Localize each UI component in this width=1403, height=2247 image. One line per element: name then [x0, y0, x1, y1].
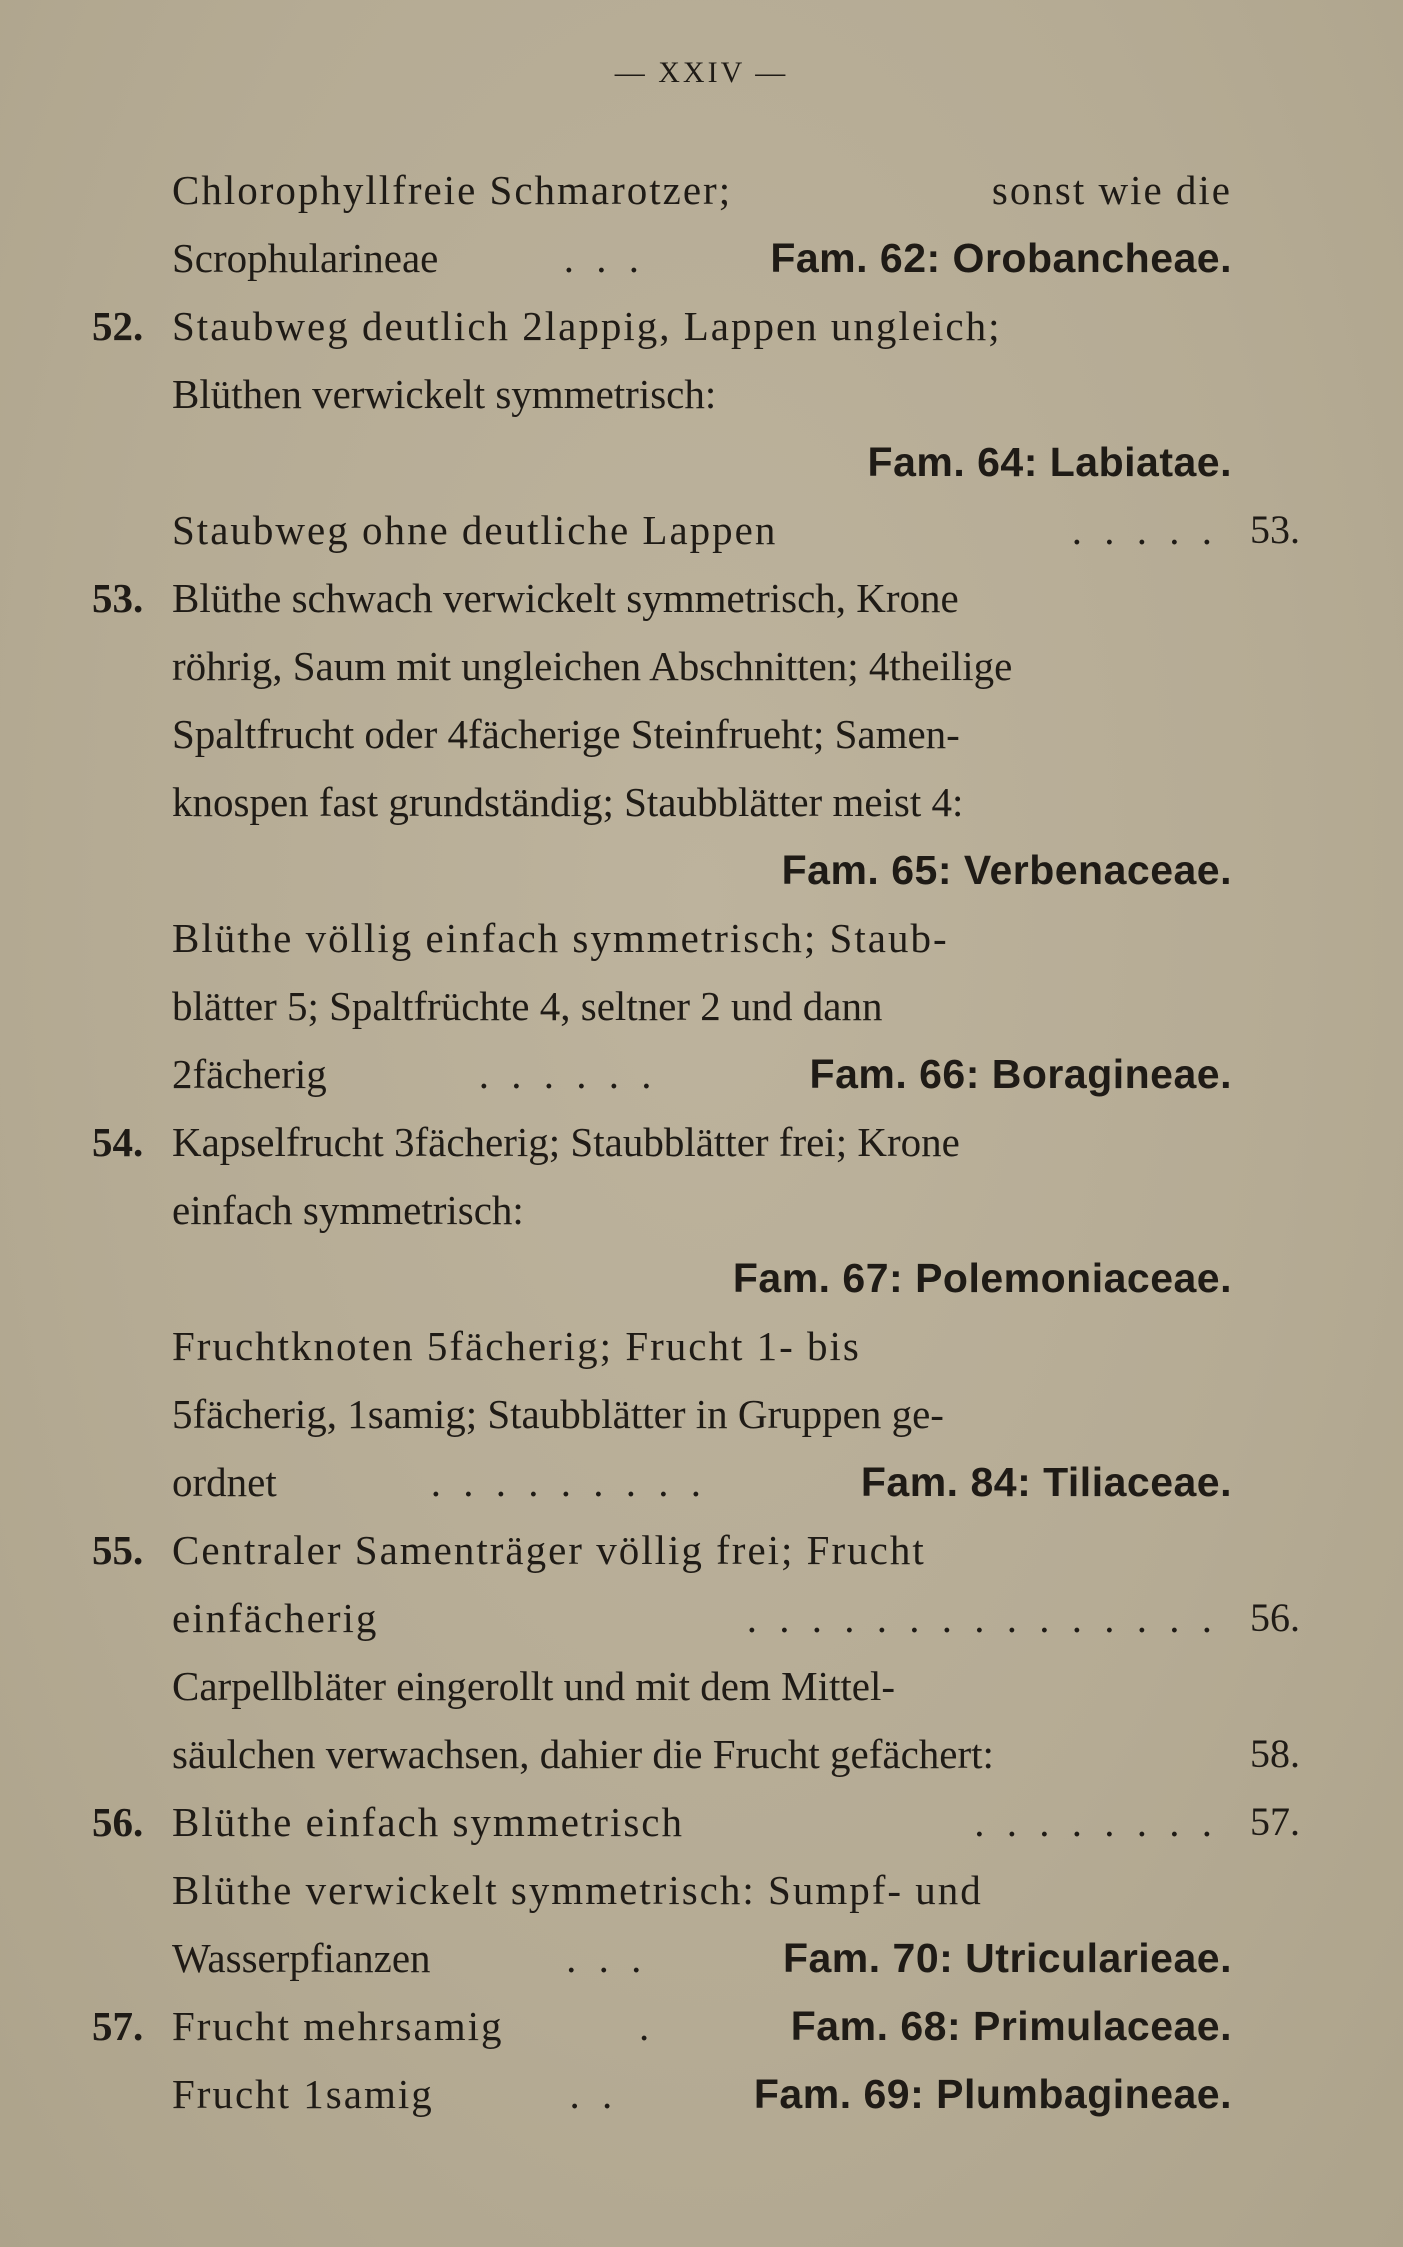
text-line: Fruchtknoten 5fächerig; Frucht 1- bis: [172, 1323, 861, 1369]
text-line: Blüthe völlig einfach symmetrisch; Staub-: [172, 915, 949, 961]
text-span: Frucht 1samig: [172, 2071, 434, 2117]
text-line: [172, 160, 1232, 220]
text-line: Blüthe schwach verwickelt symmetrisch, Krone: [172, 575, 959, 621]
leader-dots: .: [639, 2003, 656, 2049]
text-span: Staubweg ohne deutliche Lappen: [172, 507, 778, 553]
text-span: sonst wie die: [991, 167, 1232, 213]
family-label: Fam. 65: Verbenaceae.: [781, 847, 1232, 893]
text-line: knospen fast grundständig; Staubblätter meist 4:: [172, 779, 964, 825]
entry-number: 53.: [92, 575, 144, 621]
family-label: Fam. 70: Utricularieae.: [782, 1935, 1232, 1981]
text-span: Wasserpfianzen: [172, 1935, 431, 1981]
text-line: einfach symmetrisch:: [172, 1187, 524, 1233]
family-label: Fam. 68: Primulaceae.: [790, 2003, 1232, 2049]
family-line: [172, 1248, 1232, 1308]
text-line: blätter 5; Spaltfrüchte 4, seltner 2 und dann: [172, 983, 883, 1029]
text-line: 5fächerig, 1samig; Staubblätter in Gruppen ge-: [172, 1391, 944, 1437]
reference-number: 57.: [1250, 1799, 1300, 1844]
family-label: Fam. 62: Orobancheae.: [770, 235, 1232, 281]
text-line: [172, 228, 1232, 288]
leader-dots: . . . . . . . .: [974, 1799, 1218, 1845]
reference-number: 56.: [1250, 1595, 1300, 1640]
family-label: Fam. 84: Tiliaceae.: [860, 1459, 1232, 1505]
leader-dots: . . . . . .: [478, 1051, 658, 1097]
leader-dots: . . . . . . . . . . . . . . .: [746, 1595, 1218, 1641]
family-label: Fam. 64: Labiatae.: [867, 439, 1232, 485]
page-header: — XXIV —: [614, 56, 789, 89]
entry-number: 56.: [92, 1799, 144, 1845]
text-span: einfächerig: [172, 1595, 379, 1641]
family-line: [172, 432, 1232, 492]
text-line: [172, 1588, 1232, 1648]
text-line: [172, 1452, 1232, 1512]
text-line: Blüthe verwickelt symmetrisch: Sumpf- und: [172, 1867, 983, 1913]
text-span: Blüthe einfach symmetrisch: [172, 1799, 684, 1845]
text-line: säulchen verwachsen, dahier die Frucht gefächert:: [172, 1731, 994, 1777]
family-label: Fam. 69: Plumbagineae.: [753, 2071, 1232, 2117]
entry-number: 52.: [92, 303, 144, 349]
reference-number: 53.: [1250, 507, 1300, 552]
text-line: [172, 1792, 1232, 1852]
text-span: Scrophularineae: [172, 235, 439, 281]
text-line: [172, 1996, 1232, 2056]
text-span: 2fächerig: [172, 1051, 327, 1097]
leader-dots: . . .: [563, 235, 645, 281]
leader-dots: . . . . .: [1071, 507, 1218, 553]
text-line: [172, 1928, 1232, 1988]
reference-number: 58.: [1250, 1731, 1300, 1776]
family-label: Fam. 66: Boragineae.: [809, 1051, 1232, 1097]
text-line: Centraler Samenträger völlig frei; Frucht: [172, 1527, 926, 1573]
leader-dots: . . . . . . . . .: [430, 1459, 707, 1505]
text-line: Staubweg deutlich 2lappig, Lappen ungleich;: [172, 303, 1002, 349]
entry-number: 55.: [92, 1527, 144, 1573]
text-line: Spaltfrucht oder 4fächerige Steinfrueht; Samen-: [172, 711, 960, 757]
entry-number: 54.: [92, 1119, 144, 1165]
text-line: röhrig, Saum mit ungleichen Abschnitten; 4theilige: [172, 643, 1013, 689]
family-line: [172, 840, 1232, 900]
text-line: [172, 500, 1232, 560]
text-span: Frucht mehrsamig: [172, 2003, 504, 2049]
text-line: Kapselfrucht 3fächerig; Staubblätter frei; Krone: [172, 1119, 960, 1165]
entry-number: 57.: [92, 2003, 144, 2049]
text-line: [172, 1044, 1232, 1104]
text-line: Blüthen verwickelt symmetrisch:: [172, 371, 717, 417]
text-line: Carpellbläter eingerollt und mit dem Mittel-: [172, 1663, 896, 1709]
text-span: Chlorophyllfreie Schmarotzer;: [172, 167, 733, 213]
family-label: Fam. 67: Polemoniaceae.: [732, 1255, 1232, 1301]
text-span: ordnet: [172, 1459, 277, 1505]
leader-dots: . .: [569, 2071, 619, 2117]
leader-dots: . . .: [566, 1935, 648, 1981]
text-line: [172, 2064, 1232, 2124]
